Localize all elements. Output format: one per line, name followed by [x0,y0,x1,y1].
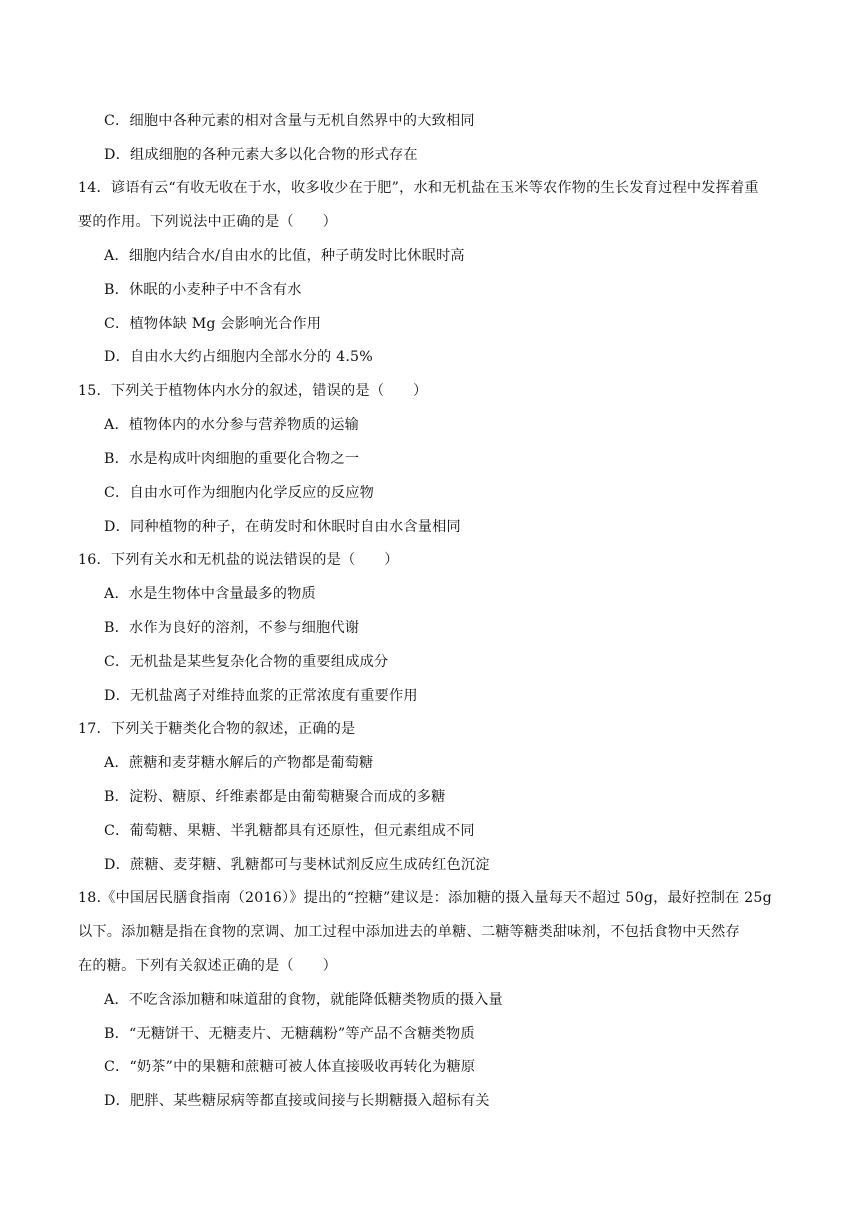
q17-option-c: C．葡萄糖、果糖、半乳糖都具有还原性，但元素组成不同 [104,823,475,839]
q16-stem: 16．下列有关水和无机盐的说法错误的是（ ） [78,552,399,568]
q15-option-c: C．自由水可作为细胞内化学反应的反应物 [104,485,375,501]
q14-stem-line-1: 14．谚语有云“有收无收在于水，收多收少在于肥”，水和无机盐在玉米等农作物的生长发育过程中发挥着重 [78,180,759,196]
q17-option-a: A．蔗糖和麦芽糖水解后的产物都是葡萄糖 [104,755,374,771]
q14-option-d: D．自由水大约占细胞内全部水分的 4.5% [104,349,373,365]
q13-option-c: C．细胞中各种元素的相对含量与无机自然界中的大致相同 [104,113,475,129]
q14-option-b: B．休眠的小麦种子中不含有水 [104,282,302,298]
q15-option-b: B．水是构成叶肉细胞的重要化合物之一 [104,451,360,467]
q14-option-a: A．细胞内结合水/自由水的比值，种子萌发时比休眠时高 [104,248,465,264]
q18-option-b: B．“无糖饼干、无糖麦片、无糖藕粉”等产品不含糖类物质 [104,1026,475,1042]
q18-option-a: A．不吃含添加糖和味道甜的食物，就能降低糖类物质的摄入量 [104,992,503,1008]
q17-option-b: B．淀粉、糖原、纤维素都是由葡萄糖聚合而成的多糖 [104,789,446,805]
q15-stem: 15．下列关于植物体内水分的叙述，错误的是（ ） [78,383,428,399]
q17-option-d: D．蔗糖、麦芽糖、乳糖都可与斐林试剂反应生成砖红色沉淀 [104,857,490,873]
q14-option-c: C．植物体缺 Mg 会影响光合作用 [104,316,322,332]
q18-option-c: C．“奶茶”中的果糖和蔗糖可被人体直接吸收再转化为糖原 [104,1059,476,1075]
q14-stem-line-2: 要的作用。下列说法中正确的是（ ） [78,214,337,230]
q18-stem-line-1: 18.《中国居民膳食指南（2016）》提出的“控糖”建议是：添加糖的摄入量每天不超过 50g，最好控制在 25g [78,890,772,906]
q18-stem-line-3: 在的糖。下列有关叙述正确的是（ ） [78,958,337,974]
q17-stem: 17．下列关于糖类化合物的叙述，正确的是 [78,721,356,737]
q15-option-a: A．植物体内的水分参与营养物质的运输 [104,417,360,433]
q18-option-d: D．肥胖、某些糖尿病等都直接或间接与长期糖摄入超标有关 [104,1093,490,1109]
q18-stem-line-2: 以下。添加糖是指在食物的烹调、加工过程中添加进去的单糖、二糖等糖类甜味剂，不包括食物中天然存 [78,924,740,940]
q16-option-b: B．水作为良好的溶剂，不参与细胞代谢 [104,620,360,636]
q13-option-d: D．组成细胞的各种元素大多以化合物的形式存在 [104,147,418,163]
q16-option-a: A．水是生物体中含量最多的物质 [104,586,316,602]
q16-option-d: D．无机盐离子对维持血浆的正常浓度有重要作用 [104,688,418,704]
q16-option-c: C．无机盐是某些复杂化合物的重要组成成分 [104,654,389,670]
q15-option-d: D．同种植物的种子，在萌发时和休眠时自由水含量相同 [104,519,461,535]
